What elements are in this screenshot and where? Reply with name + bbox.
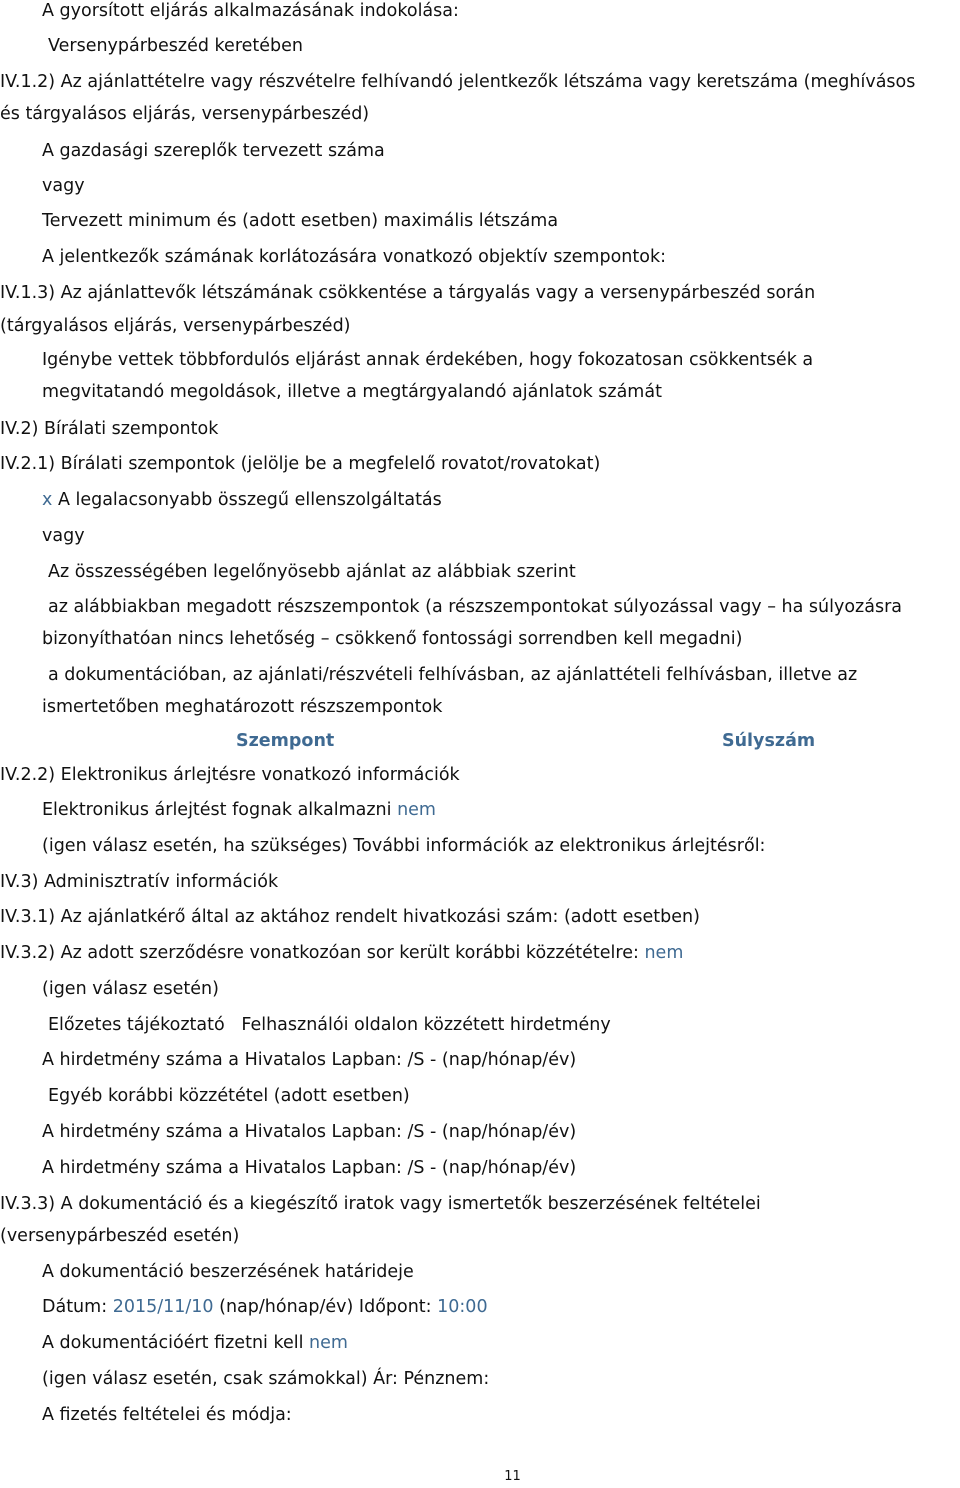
text-line: A jelentkezők számának korlátozására vonatkozó objektív szempontok:	[42, 247, 666, 267]
text-line: Versenypárbeszéd keretében	[48, 36, 303, 56]
field-value: nem	[397, 800, 436, 820]
text-line: A hirdetmény száma a Hivatalos Lapban: /S - (nap/hónap/év)	[42, 1122, 577, 1142]
section-heading: IV.2.2) Elektronikus árlejtésre vonatkozó információk	[0, 765, 460, 785]
text-line: Igénybe vettek többfordulós eljárást annak érdekében, hogy fokozatosan csökkentsék a	[42, 350, 814, 370]
option-label: Az összességében legelőnyösebb ajánlat az alábbiak szerint	[48, 562, 576, 582]
text-line: (igen válasz esetén, csak számokkal) Ár: Pénznem:	[42, 1369, 490, 1389]
page-number: 11	[504, 1469, 521, 1484]
option-label: az alábbiakban megadott részszempontok (a részszempontokat súlyozással vagy – ha súlyozásra	[48, 597, 902, 617]
text-line: A gazdasági szereplők tervezett száma	[42, 141, 385, 161]
text-line: (versenypárbeszéd esetén)	[0, 1226, 240, 1246]
checked-option	[42, 489, 442, 511]
time-label: (nap/hónap/év) Időpont:	[219, 1297, 432, 1317]
text-line: A hirdetmény száma a Hivatalos Lapban: /S - (nap/hónap/év)	[42, 1050, 577, 1070]
column-header-sulyszam: Súlyszám	[722, 731, 816, 751]
check-mark: x	[42, 490, 53, 510]
section-heading: IV.1.3) Az ajánlattevők létszámának csökkentése a tárgyalás vagy a versenypárbeszéd során	[0, 283, 816, 303]
section-heading: IV.3.3) A dokumentáció és a kiegészítő iratok vagy ismertetők beszerzésének feltételei	[0, 1194, 761, 1214]
section-heading: IV.3.1) Az ajánlatkérő által az aktához rendelt hivatkozási szám: (adott esetben)	[0, 907, 700, 927]
field-line	[0, 942, 683, 964]
time-value: 10:00	[437, 1297, 488, 1317]
section-heading: IV.2.1) Bírálati szempontok (jelölje be a megfelelő rovatot/rovatokat)	[0, 454, 601, 474]
text-line: Előzetes tájékoztató Felhasználói oldalon közzétett hirdetmény	[48, 1015, 611, 1035]
field-line	[42, 799, 436, 821]
text-line: (tárgyalásos eljárás, versenypárbeszéd)	[0, 316, 351, 336]
option-label: a dokumentációban, az ajánlati/részvételi felhívásban, az ajánlattételi felhívásban, illetve az	[48, 665, 858, 685]
section-heading: IV.3) Adminisztratív információk	[0, 872, 279, 892]
text-line: (igen válasz esetén)	[42, 979, 219, 999]
field-value: nem	[644, 943, 684, 963]
text-line: ismertetőben meghatározott részszempontok	[42, 697, 443, 717]
text-line: Egyéb korábbi közzététel (adott esetben)	[48, 1086, 410, 1106]
text-line: A hirdetmény száma a Hivatalos Lapban: /S - (nap/hónap/év)	[42, 1158, 577, 1178]
field-label: A dokumentációért fizetni kell	[42, 1333, 304, 1353]
text-line: vagy	[42, 176, 85, 196]
text-line: (igen válasz esetén, ha szükséges) További információk az elektronikus árlejtésről:	[42, 836, 766, 856]
text-line: A fizetés feltételei és módja:	[42, 1405, 292, 1425]
text-line: megvitatandó megoldások, illetve a megtárgyalandó ajánlatok számát	[42, 382, 662, 402]
text-line: és tárgyalásos eljárás, versenypárbeszéd)	[0, 104, 370, 124]
text-line: vagy	[42, 526, 85, 546]
option-label: A legalacsonyabb összegű ellenszolgáltatás	[57, 490, 442, 510]
field-value: nem	[309, 1333, 348, 1353]
field-line	[42, 1332, 348, 1354]
date-label: Dátum:	[42, 1297, 108, 1317]
section-heading: IV.2) Bírálati szempontok	[0, 419, 219, 439]
text-line: bizonyíthatóan nincs lehetőség – csökkenő fontossági sorrendben kell megadni)	[42, 629, 743, 649]
column-header-szempont: Szempont	[236, 731, 335, 751]
section-heading: IV.1.2) Az ajánlattételre vagy részvételre felhívandó jelentkezők létszáma vagy keretszáma (meghívásos	[0, 72, 916, 92]
date-time-line	[42, 1296, 488, 1318]
date-value: 2015/11/10	[112, 1297, 214, 1317]
field-label: IV.3.2) Az adott szerződésre vonatkozóan sor került korábbi közzétételre:	[0, 943, 639, 963]
text-line: A gyorsított eljárás alkalmazásának indokolása:	[42, 1, 459, 21]
field-label: Elektronikus árlejtést fognak alkalmazni	[42, 800, 392, 820]
text-line: Tervezett minimum és (adott esetben) maximális létszáma	[42, 211, 559, 231]
text-line: A dokumentáció beszerzésének határideje	[42, 1262, 414, 1282]
